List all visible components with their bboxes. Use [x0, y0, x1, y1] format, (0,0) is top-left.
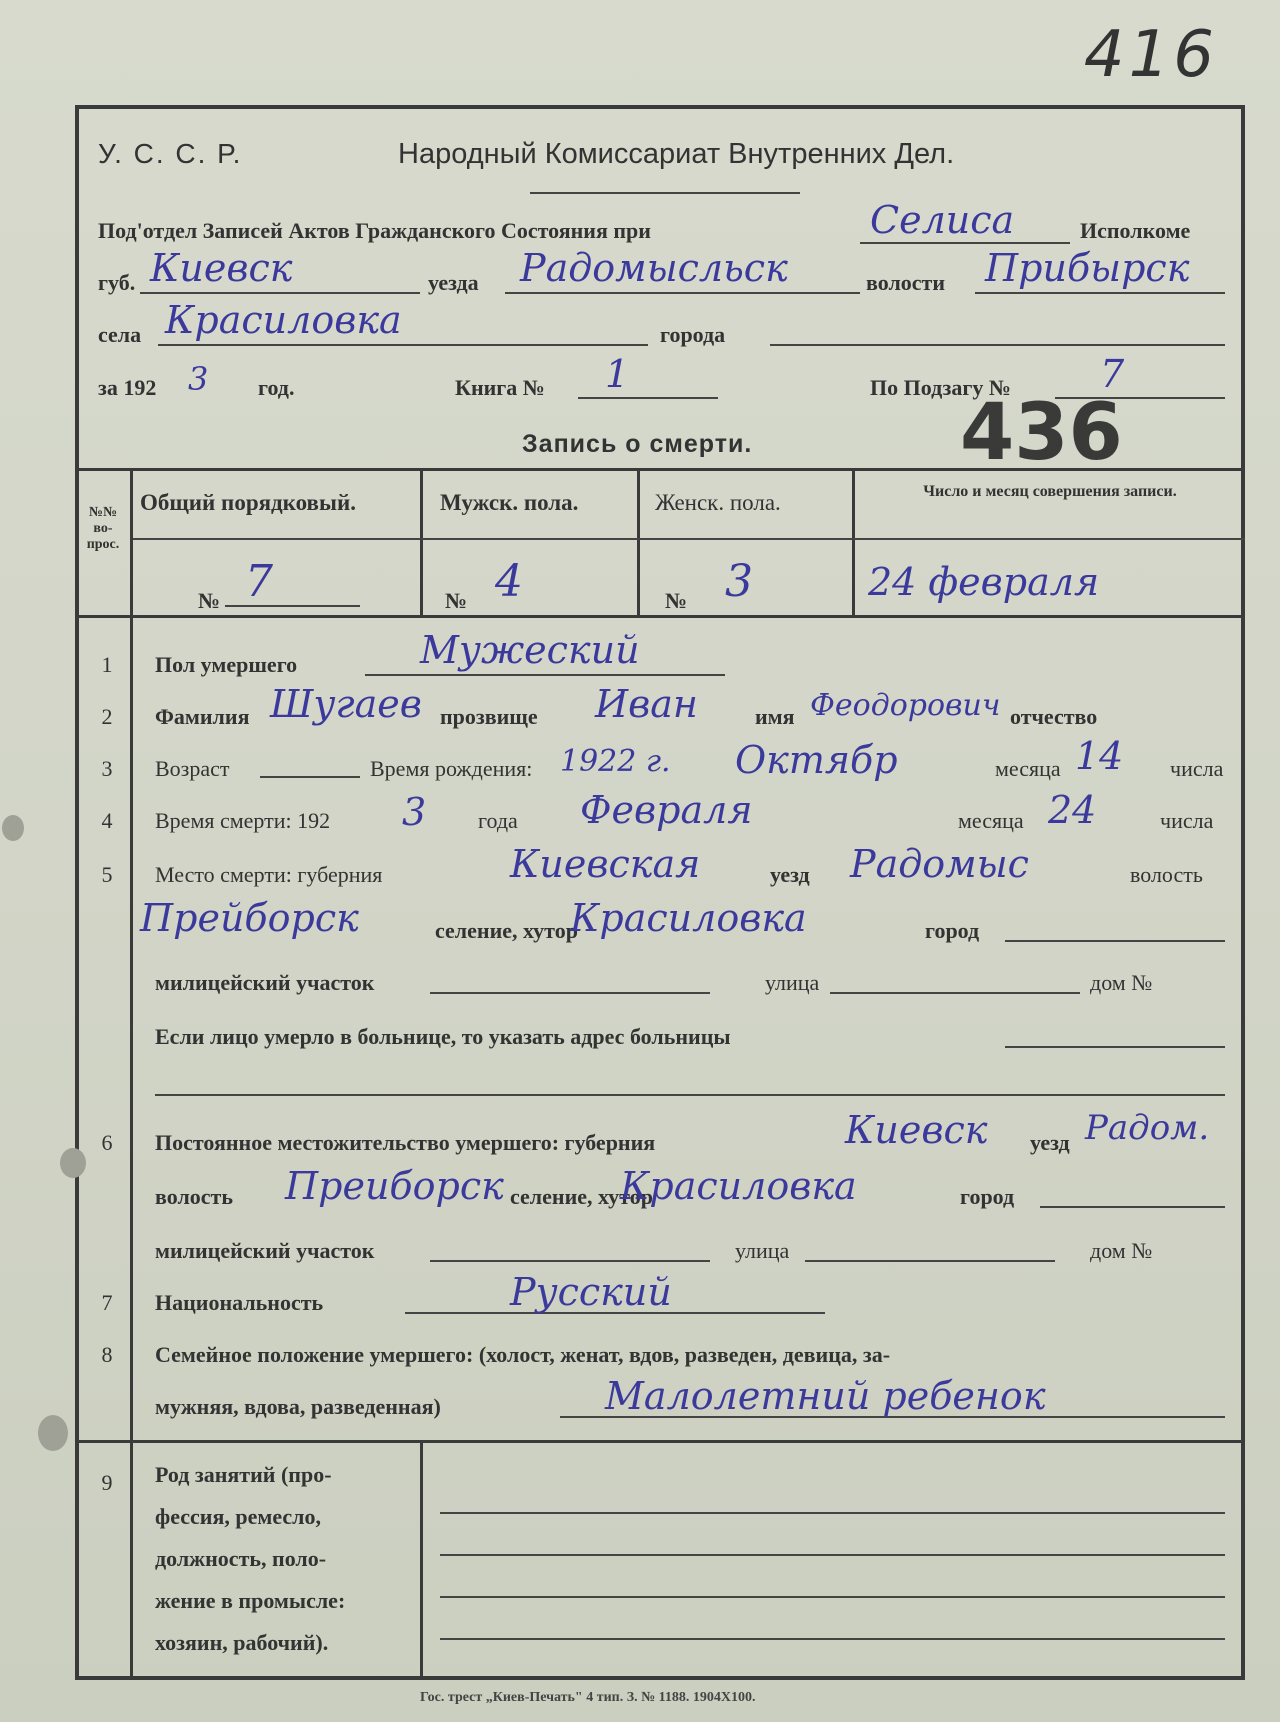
place-gub-value: Киевская [510, 842, 701, 886]
name-label: имя [755, 704, 795, 729]
patronymic-label: отчество [1010, 704, 1098, 729]
nickname-value: Иван [595, 682, 698, 726]
printer-imprint: Гос. трест „Киев-Печать" 4 тип. З. № 1188. 1904Х100. [420, 1690, 756, 1705]
female-col-label: Женск. пола. [655, 490, 781, 515]
residence-gorod-underline [1040, 1206, 1225, 1208]
volost-underline [975, 292, 1225, 294]
gorod-underline [770, 344, 1225, 346]
selo-label: села [98, 322, 142, 347]
nationality-value: Русский [510, 1270, 672, 1314]
occupation-line-1 [440, 1512, 1225, 1514]
occupation-label-3: должность, поло- [155, 1546, 327, 1571]
place-uezd-label: уезд [770, 862, 810, 887]
death-label: Время смерти: 192 [155, 808, 331, 833]
occupation-line-3 [440, 1596, 1225, 1598]
age-underline [260, 776, 360, 778]
death-month-value: Февраля [580, 788, 753, 832]
birth-label: Время рождения: [370, 756, 533, 781]
kniga-value: 1 [605, 352, 630, 396]
death-year-label: года [478, 808, 518, 833]
place-volost-value: Прейборск [140, 896, 359, 940]
row-number-4: 4 [101, 808, 113, 833]
republic-label: У. С. С. Р. [98, 138, 243, 169]
marital-value: Малолетний ребенок [605, 1374, 1046, 1418]
occupation-label-5: хозяин, рабочий). [155, 1630, 329, 1655]
place-selo-value: Красиловка [570, 896, 807, 940]
nationality-label: Национальность [155, 1290, 324, 1315]
binding-hole [60, 1148, 86, 1178]
gub-underline [140, 292, 420, 294]
general-value: 7 [245, 556, 273, 607]
street2-underline [805, 1260, 1055, 1262]
place-selo-label: селение, хутор [435, 918, 578, 943]
residence-selo-label: селение, хутор [510, 1184, 653, 1209]
militia-underline [430, 992, 710, 994]
gub-label: губ. [98, 270, 136, 295]
table-top-rule [75, 468, 1245, 471]
death-month-label: месяца [958, 808, 1024, 833]
record-title: Запись о смерти. [522, 430, 753, 458]
male-value: 4 [495, 556, 523, 607]
sex-value: Мужеский [420, 628, 640, 672]
row-number-9: 9 [101, 1470, 113, 1495]
year-value: 3 [188, 360, 209, 398]
street2-label: улица [735, 1238, 790, 1263]
uezd-label: уезда [428, 270, 479, 295]
year-label: за 192 [98, 375, 157, 400]
residence-volost-value: Преиборск [285, 1164, 504, 1208]
selo-underline [158, 344, 648, 346]
uezd-underline [505, 292, 860, 294]
occupation-line-2 [440, 1554, 1225, 1556]
binding-hole [38, 1415, 68, 1451]
question-col-label: №№ во- прос. [86, 505, 120, 552]
death-day-label: числа [1160, 808, 1214, 833]
residence-uezd-value: Радом. [1085, 1108, 1210, 1148]
hospital-underline [1005, 1046, 1225, 1048]
place-uezd-value: Радомыс [850, 842, 1029, 886]
birth-month-label: месяца [995, 756, 1061, 781]
surname-label: Фамилия [155, 704, 250, 729]
occupation-top-rule [75, 1440, 1245, 1443]
birth-month-value: Октябр [735, 738, 898, 782]
militia2-underline [430, 1260, 710, 1262]
place-gorod-underline [1005, 940, 1225, 942]
occupation-line-4 [440, 1638, 1225, 1640]
residence-volost-label: волость [155, 1184, 233, 1209]
birth-year-value: 1922 г. [560, 744, 671, 779]
birth-day-label: числа [1170, 756, 1224, 781]
occupation-divider [420, 1440, 423, 1680]
kniga-underline [578, 397, 718, 399]
marital-label-2: мужняя, вдова, разведенная) [155, 1394, 441, 1419]
col-divider-2 [637, 468, 640, 615]
record-date-value: 24 февраля [868, 560, 1100, 604]
uezd-value: Радомысльск [520, 246, 788, 290]
male-no-sign: № [445, 588, 468, 613]
gorod-label: города [660, 322, 726, 347]
hospital-underline-2 [155, 1094, 1225, 1096]
volost-label: волости [866, 270, 946, 295]
subdept-value: Селиса [870, 198, 1015, 242]
row-number-6: 6 [101, 1130, 113, 1155]
selo-value: Красиловка [165, 298, 402, 342]
age-label: Возраст [155, 756, 230, 781]
house2-label: дом № [1090, 1238, 1153, 1263]
place-gorod-label: город [925, 918, 980, 943]
date-col-label: Число и месяц совершения записи. [923, 483, 1177, 500]
female-value: 3 [725, 556, 753, 607]
header-inner-rule [133, 538, 1245, 540]
house-label: дом № [1090, 970, 1153, 995]
male-col-label: Мужск. пола. [440, 490, 579, 515]
header-rule [530, 192, 800, 194]
surname-value: Шугаев [270, 682, 422, 726]
row-number-5: 5 [101, 862, 113, 887]
binding-hole [2, 815, 24, 841]
occupation-label-4: жение в промысле: [155, 1588, 346, 1613]
residence-selo-value: Красиловка [620, 1164, 857, 1208]
registry-stamp: 436 [960, 388, 1123, 478]
female-no-sign: № [665, 588, 688, 613]
birth-day-value: 14 [1075, 734, 1124, 778]
row-number-3: 3 [101, 756, 113, 781]
volost-value: Прибырск [985, 246, 1190, 290]
subdept-underline [860, 242, 1070, 244]
place-volost-label: волость [1130, 862, 1203, 887]
table-body-rule [75, 615, 1245, 618]
subdept-label: Под'отдел Записей Актов Гражданского Состояния при [98, 218, 651, 243]
folio-number: 416 [1083, 18, 1218, 92]
death-day-value: 24 [1048, 788, 1097, 832]
podzag-label: По Подзагу № [870, 375, 1011, 400]
god-label: год. [258, 375, 295, 400]
residence-gub-value: Киевск [845, 1108, 988, 1152]
street-underline [830, 992, 1080, 994]
death-year-value: 3 [402, 790, 427, 834]
row-number-2: 2 [101, 704, 113, 729]
kniga-label: Книга № [455, 375, 545, 400]
col-divider-3 [852, 468, 855, 615]
street-label: улица [765, 970, 820, 995]
col-divider-1 [420, 468, 423, 615]
residence-label: Постоянное местожительство умершего: губерния [155, 1130, 656, 1155]
occupation-label-2: фессия, ремесло, [155, 1504, 321, 1529]
residence-uezd-label: уезд [1030, 1130, 1070, 1155]
place-label: Место смерти: губерния [155, 862, 383, 887]
row-number-8: 8 [101, 1342, 113, 1367]
question-col-divider [130, 468, 133, 1680]
ispolkom-label: Исполкоме [1080, 218, 1191, 243]
marital-label-1: Семейное положение умершего: (холост, женат, вдов, разведен, девица, за- [155, 1342, 891, 1367]
residence-gorod-label: город [960, 1184, 1015, 1209]
general-no-sign: № [198, 588, 221, 613]
row-number-1: 1 [101, 652, 113, 677]
gub-value: Киевск [150, 246, 293, 290]
sex-label: Пол умершего [155, 652, 298, 677]
row-number-7: 7 [101, 1290, 113, 1315]
nickname-label: прозвище [440, 704, 538, 729]
general-col-label: Общий порядковый. [140, 490, 356, 515]
militia-label: милицейский участок [155, 970, 375, 995]
sex-underline [365, 674, 725, 676]
occupation-label-1: Род занятий (про- [155, 1462, 332, 1487]
militia2-label: милицейский участок [155, 1238, 375, 1263]
commissariat-label: Народный Комиссариат Внутренних Дел. [398, 138, 955, 170]
podzag-value: 7 [1100, 352, 1125, 396]
patronymic-value: Феодорович [810, 688, 1001, 723]
hospital-label: Если лицо умерло в больнице, то указать адрес больницы [155, 1024, 731, 1049]
